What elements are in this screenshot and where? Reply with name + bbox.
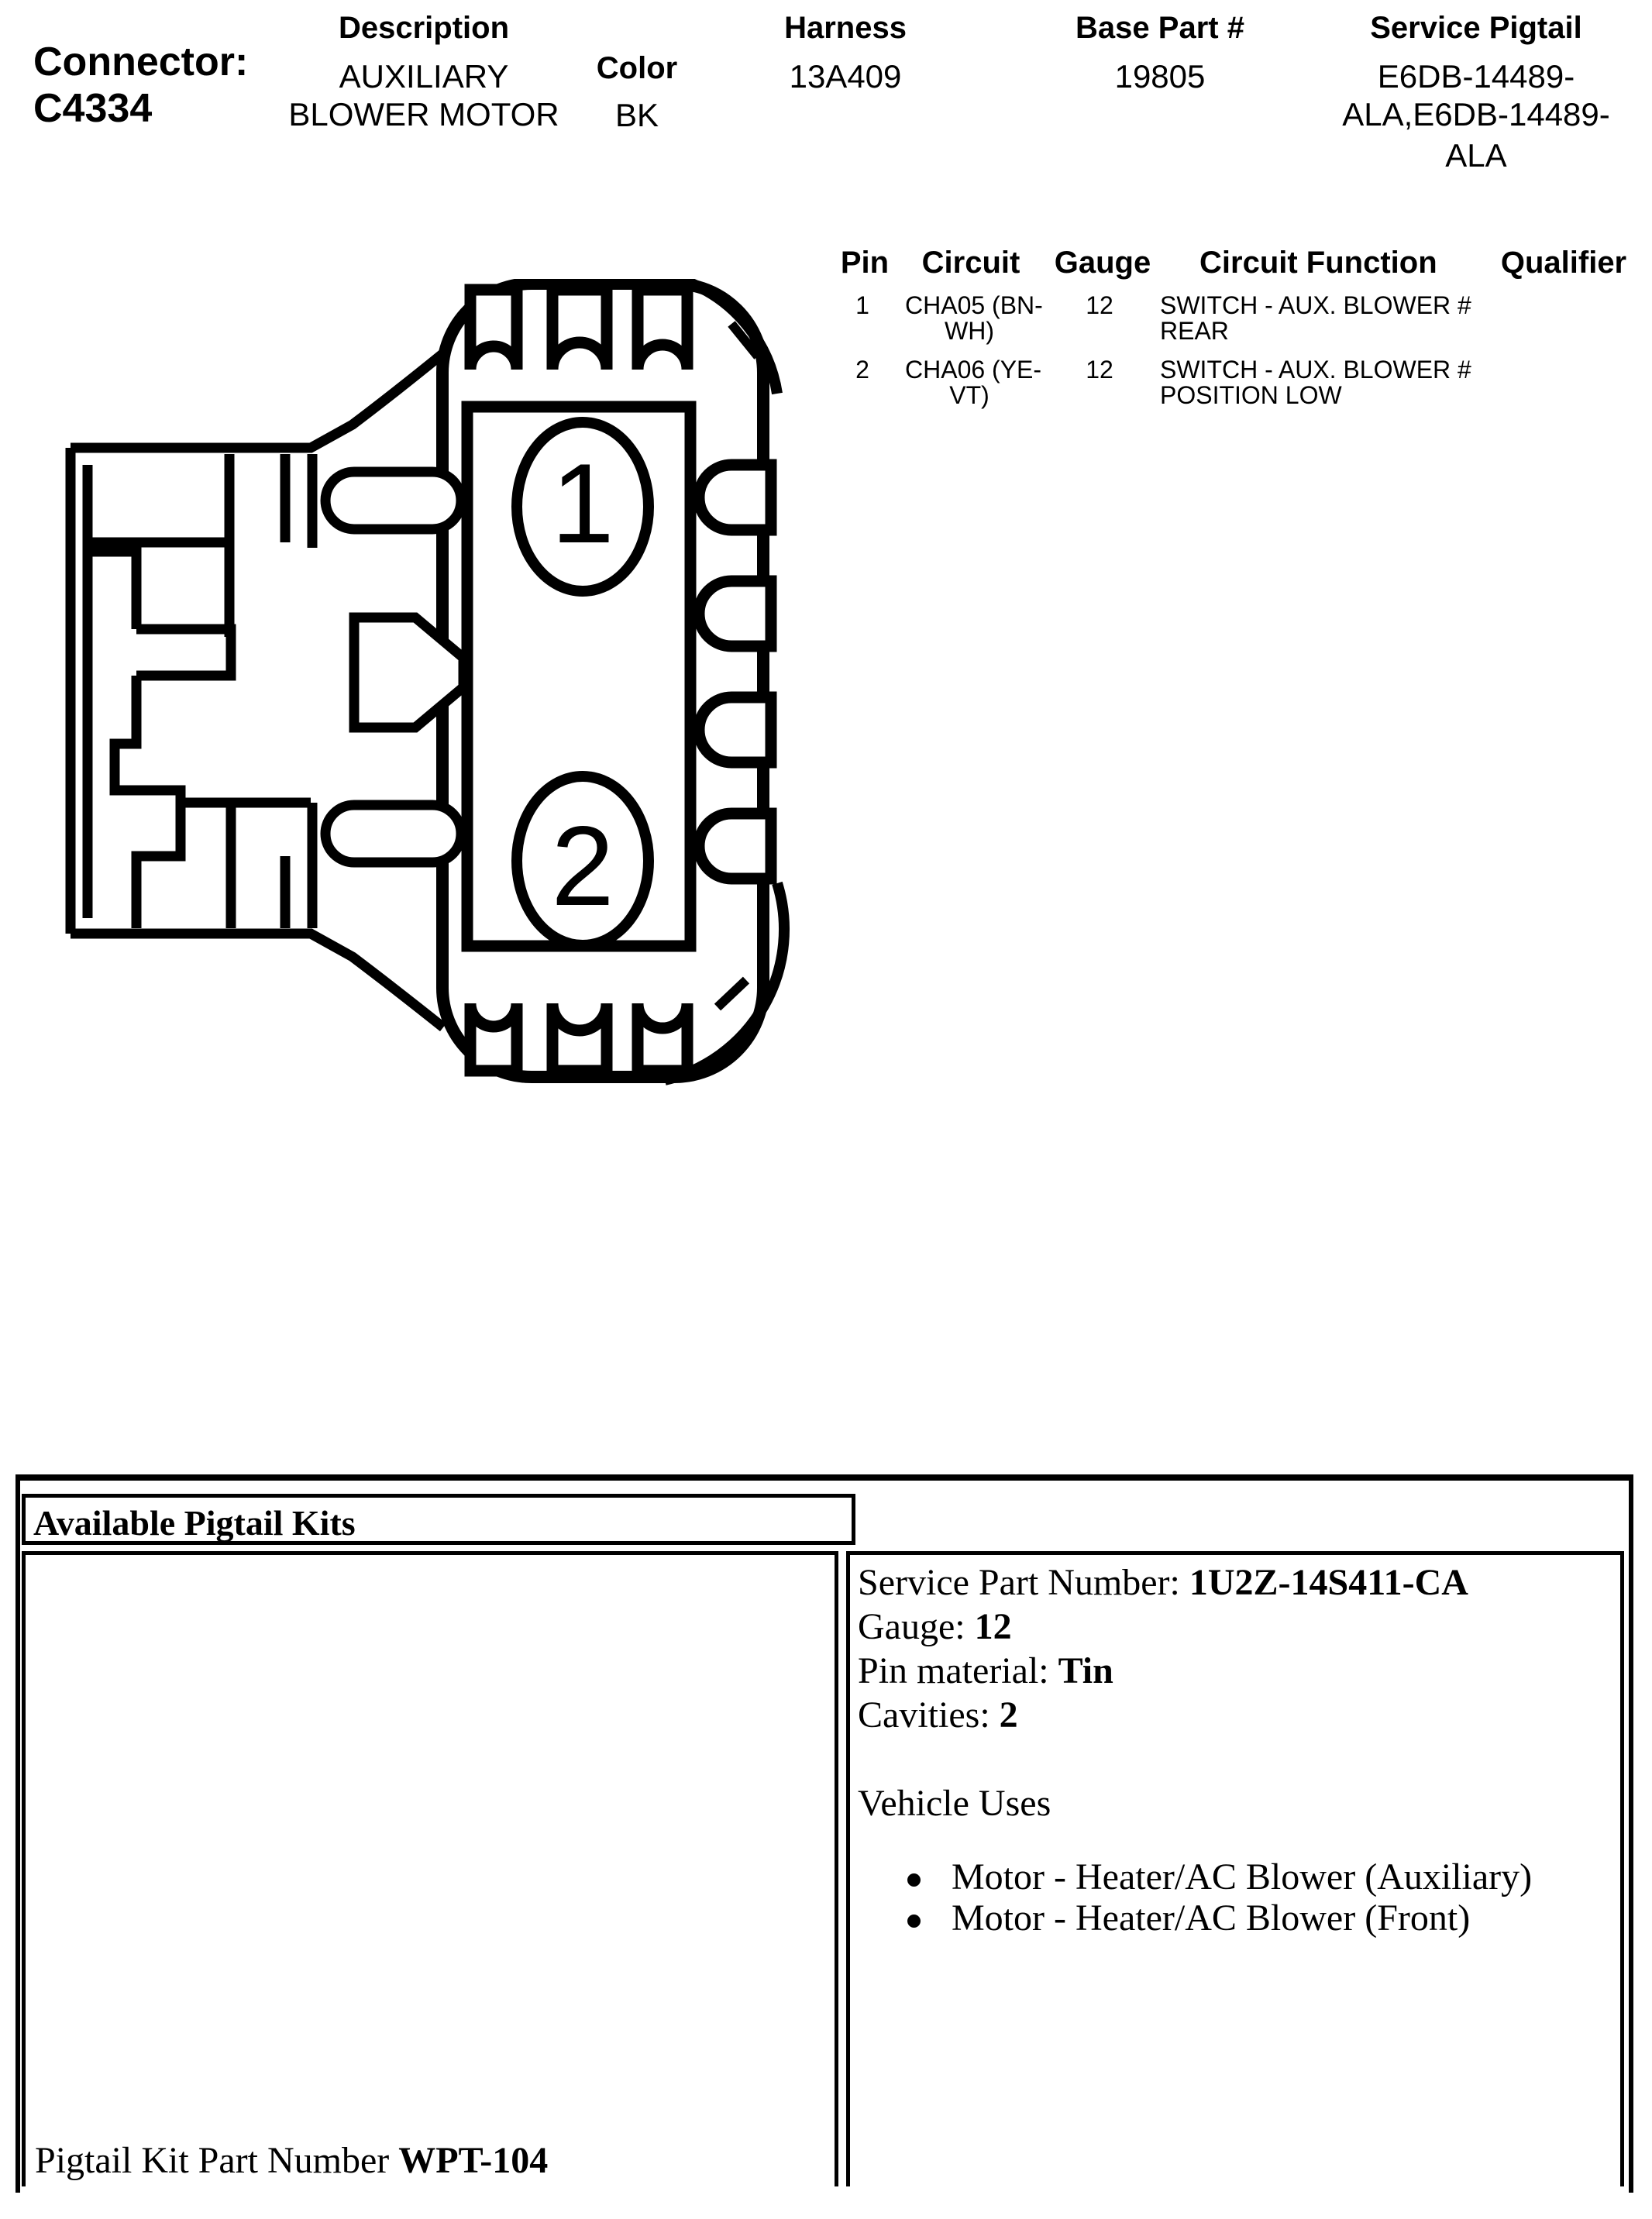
base-part-header: Base Part # [1076,11,1244,45]
pin-material-line: Pin material: Tin [858,1650,1113,1691]
qualifier-col-header: Qualifier [1500,246,1627,280]
circuit-function: SWITCH - AUX. BLOWER # REAR [1160,291,1471,345]
color-header: Color [596,51,678,85]
color-value: BK [614,97,659,133]
gauge-value: 12 [1086,356,1113,384]
harness-value: 13A409 [789,58,902,95]
connector-title-line1: Connector: [33,40,249,84]
service-pigtail-line1: E6DB-14489- [1377,58,1575,95]
description-header: Description [338,11,510,45]
vehicle-use-item: Motor - Heater/AC Blower (Auxiliary) [858,1856,1620,1897]
service-part-number-line: Service Part Number: 1U2Z-14S411-CA [858,1562,1468,1603]
connector-lock-features [325,472,463,862]
circuit-code: CHA05 (BN- WH) [905,291,1043,345]
bullet-icon [907,1873,921,1887]
vehicle-use-item: Motor - Heater/AC Blower (Front) [858,1897,1620,1939]
vehicle-uses-heading: Vehicle Uses [858,1783,1051,1824]
pin-1-label: 1 [551,440,614,566]
service-pigtail-line3: ALA [1445,137,1507,174]
pin-col-header: Pin [840,246,890,280]
gauge-col-header: Gauge [1054,246,1151,280]
service-pigtail-line2: ALA,E6DB-14489- [1342,96,1610,132]
function-col-header: Circuit Function [1199,246,1437,280]
description-value-line1: AUXILIARY [339,58,509,95]
harness-header: Harness [784,11,907,45]
circuit-col-header: Circuit [921,246,1020,280]
description-value-line2: BLOWER MOTOR [288,96,559,132]
base-part-value: 19805 [1114,58,1206,95]
pigtail-kits-title: Available Pigtail Kits [33,1503,356,1543]
gauge-line: Gauge: 12 [858,1606,1012,1647]
pigtail-kit-part-number: Pigtail Kit Part Number WPT-104 [35,2140,549,2181]
pigtail-kits-title-cell [22,1494,855,1545]
service-part-cell [846,1551,1624,2186]
cavities-line: Cavities: 2 [858,1694,1018,1736]
service-pigtail-header: Service Pigtail [1370,11,1582,45]
pin-number: 1 [855,291,869,319]
pin-number: 2 [855,356,869,384]
gauge-value: 12 [1086,291,1113,319]
circuit-function: SWITCH - AUX. BLOWER # POSITION LOW [1160,356,1471,409]
bullet-icon [907,1915,921,1928]
circuit-code: CHA06 (YE- VT) [905,356,1042,409]
pin-2-label: 2 [551,803,614,929]
pigtail-kit-cell [22,1551,838,2186]
connector-title-line2: C4334 [33,86,153,131]
connector-face-diagram [45,279,804,1125]
